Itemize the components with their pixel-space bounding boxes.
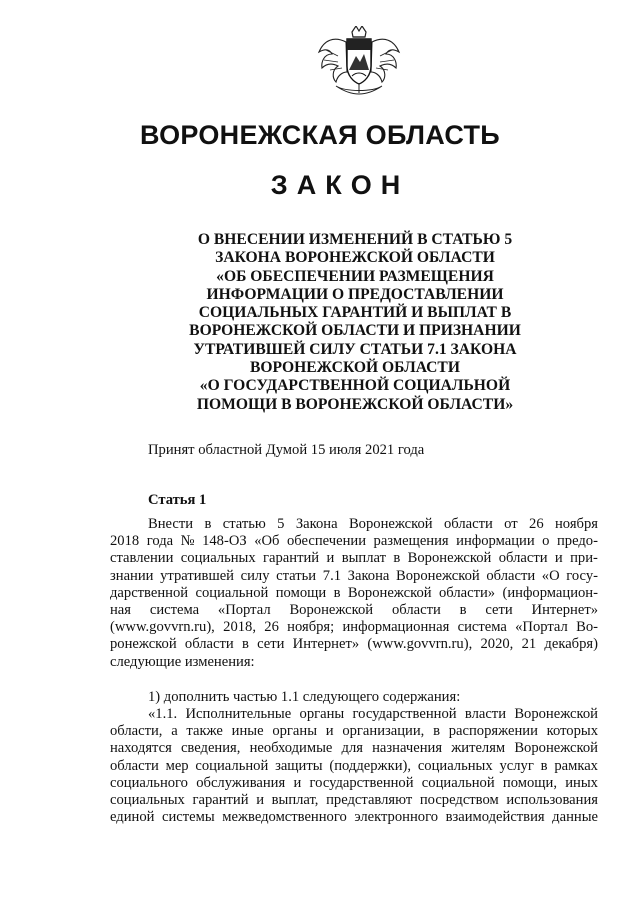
word: области <box>444 516 493 532</box>
word: иные <box>231 723 264 740</box>
word: в <box>433 723 440 740</box>
word: «Портал <box>515 619 568 636</box>
word: в <box>204 516 212 532</box>
word: находятся <box>110 740 172 757</box>
word: и <box>293 774 302 791</box>
word: и <box>554 550 563 567</box>
law-title-line: УТРАТИВШЕЙ СИЛУ СТАТЬИ 7.1 ЗАКОНА <box>193 340 517 358</box>
word: Закона <box>347 567 390 584</box>
word: в <box>459 602 467 619</box>
word: системы <box>162 809 215 826</box>
word: области <box>110 757 159 774</box>
word: социальных <box>110 792 185 809</box>
word: области» <box>438 584 496 601</box>
word: (www.govvrn.ru), <box>110 619 215 636</box>
law-title-line: О ВНЕСЕНИИ ИЗМЕНЕНИЙ В СТАТЬЮ 5 <box>197 231 513 248</box>
word: Интернет» <box>531 602 598 619</box>
word: области <box>184 636 234 653</box>
word: сети <box>257 636 285 653</box>
word: Интернет» <box>292 636 360 653</box>
word: распоряжении <box>448 723 538 740</box>
word: ронежской <box>110 636 177 653</box>
word: дарственной <box>110 584 189 601</box>
word: гарантий <box>192 792 249 809</box>
word: размещения <box>373 533 449 550</box>
word: области <box>391 602 441 619</box>
word: посредством <box>419 792 499 809</box>
article-paragraph-2 <box>110 706 598 826</box>
word: назначения <box>372 740 443 757</box>
word: Внести <box>148 516 194 532</box>
text-line <box>110 568 598 585</box>
word: предо- <box>556 533 598 550</box>
word: Воронежской <box>289 602 374 619</box>
text-line <box>110 636 598 653</box>
word: Воронежской <box>514 706 598 722</box>
word: области <box>498 550 548 567</box>
word: Воронежской <box>348 516 433 532</box>
word: ставлении <box>110 550 174 567</box>
text-line <box>110 516 598 533</box>
word: № <box>180 533 195 550</box>
text-line <box>110 740 598 757</box>
word: обслуживания <box>196 774 286 791</box>
word: (поддержки), <box>329 757 412 774</box>
word: силу <box>240 567 270 584</box>
word: (информацион- <box>502 584 598 601</box>
word: «1.1. <box>148 706 178 722</box>
word: статьи <box>276 567 317 584</box>
text-line <box>110 533 598 550</box>
word: органы <box>272 723 318 740</box>
word: также <box>186 723 223 740</box>
word: и <box>256 792 264 809</box>
word: 7.1 <box>322 567 342 584</box>
word: государственной <box>352 706 457 722</box>
word: представляют <box>326 792 413 809</box>
word: необходимые <box>249 740 333 757</box>
word: в <box>241 636 249 653</box>
word: рамках <box>554 757 598 774</box>
word: сведения, <box>180 740 241 757</box>
word: гарантий <box>263 550 320 567</box>
law-title-line: ИНФОРМАЦИИ О ПРЕДОСТАВЛЕНИИ <box>206 285 504 303</box>
word: Воронежской <box>347 584 432 601</box>
word: утратившей <box>160 567 234 584</box>
word: для <box>341 740 363 757</box>
text-line <box>110 550 598 567</box>
word: «О <box>541 567 560 584</box>
word: единой <box>110 809 155 826</box>
word: социальной <box>421 774 495 791</box>
word: органы <box>299 706 345 722</box>
word: при- <box>570 550 598 567</box>
word: 2018 <box>110 533 140 550</box>
text-line <box>110 619 598 636</box>
word: (www.govvrn.ru), <box>367 636 473 653</box>
adoption-date: Принят областной Думой 15 июля 2021 года <box>148 442 425 458</box>
word: выплат, <box>271 792 319 809</box>
word: услуг <box>499 757 534 774</box>
word: власти <box>464 706 506 722</box>
law-title-line: СОЦИАЛЬНЫХ ГАРАНТИЙ И ВЫПЛАТ В <box>198 304 512 322</box>
word: о <box>542 533 550 550</box>
law-title-line: «О ГОСУДАРСТВЕННОЙ СОЦИАЛЬНОЙ <box>199 377 511 395</box>
word: Воронежской <box>514 740 598 757</box>
word: 2018, <box>223 619 256 636</box>
text-line <box>110 585 598 602</box>
word: а <box>171 723 178 740</box>
word: межведомственного <box>222 809 347 826</box>
word: знании <box>110 567 154 584</box>
amendment-item-1: 1) дополнить частью 1.1 следующего содержания: <box>148 689 461 705</box>
word: «Портал <box>217 602 271 619</box>
law-title-line: «ОБ ОБЕСПЕЧЕНИИ РАЗМЕЩЕНИЯ <box>216 267 494 285</box>
word: госу- <box>566 567 598 584</box>
voronezh-coat-of-arms-icon <box>316 26 402 96</box>
word: 2020, <box>480 636 514 653</box>
word: Исполнительные <box>185 706 292 722</box>
word: ноября; <box>287 619 335 636</box>
word: от <box>504 516 518 532</box>
word: система <box>149 602 200 619</box>
word: и <box>326 550 335 567</box>
word: области <box>486 567 536 584</box>
word: социальных <box>417 757 493 774</box>
text-line <box>110 758 598 775</box>
word: система <box>457 619 507 636</box>
word: информации <box>456 533 535 550</box>
article-heading: Статья 1 <box>148 492 207 508</box>
word: информационная <box>342 619 450 636</box>
word: использования <box>506 792 598 809</box>
word: года <box>146 533 174 550</box>
word: данные <box>552 809 598 826</box>
word: области, <box>110 723 163 740</box>
word: Во- <box>576 619 598 636</box>
law-heading: ЗАКОН <box>270 170 410 200</box>
word: социальной <box>195 757 269 774</box>
word: обеспечении <box>286 533 367 550</box>
word: Закона <box>295 516 338 532</box>
word: ноября <box>555 516 598 532</box>
law-title <box>170 231 540 414</box>
word: 148-ОЗ <box>202 533 247 550</box>
word: ная <box>110 602 131 619</box>
law-title-line: ВОРОНЕЖСКОЙ ОБЛАСТИ И ПРИЗНАНИИ <box>189 322 521 340</box>
law-title-line: ПОМОЩИ В ВОРОНЕЖСКОЙ ОБЛАСТИ» <box>196 395 514 413</box>
word: в <box>393 550 401 567</box>
law-title-line: ВОРОНЕЖСКОЙ ОБЛАСТИ <box>250 359 460 377</box>
law-title-line: ЗАКОНА ВОРОНЕЖСКОЙ ОБЛАСТИ <box>215 249 495 267</box>
word: и <box>325 723 334 740</box>
text-line <box>110 602 598 619</box>
region-title: ВОРОНЕЖСКАЯ ОБЛАСТЬ <box>139 120 501 150</box>
text-line <box>110 723 598 740</box>
word: в <box>333 584 341 601</box>
word: 21 <box>521 636 537 653</box>
word: статью <box>222 516 266 532</box>
text-line: следующие изменения: <box>110 653 255 670</box>
word: 26 <box>264 619 279 636</box>
word: Воронежской <box>407 550 492 567</box>
word: 5 <box>277 516 285 532</box>
text-line <box>110 792 598 809</box>
word: в <box>540 757 548 774</box>
word: социальных <box>180 550 256 567</box>
word: 26 <box>529 516 544 532</box>
word: взаимодействия <box>445 809 545 826</box>
word: сети <box>485 602 513 619</box>
word: электронного <box>354 809 438 826</box>
word: декабря) <box>544 636 598 653</box>
word: мер <box>165 757 189 774</box>
word: выплат <box>341 550 386 567</box>
word: социального <box>110 774 188 791</box>
word: иных <box>565 774 598 791</box>
word: помощи, <box>502 774 557 791</box>
word: социальной <box>195 584 269 601</box>
word: Воронежской <box>396 567 480 584</box>
text-line <box>110 706 598 723</box>
word: которых <box>546 723 598 740</box>
text-line <box>110 809 598 826</box>
word: защиты <box>275 757 323 774</box>
article-paragraph-1 <box>110 516 598 671</box>
word: помощи <box>275 584 327 601</box>
word: жителям <box>451 740 506 757</box>
word: государственной <box>309 774 414 791</box>
text-line <box>110 775 598 792</box>
word: организации, <box>342 723 425 740</box>
word: «Об <box>254 533 280 550</box>
